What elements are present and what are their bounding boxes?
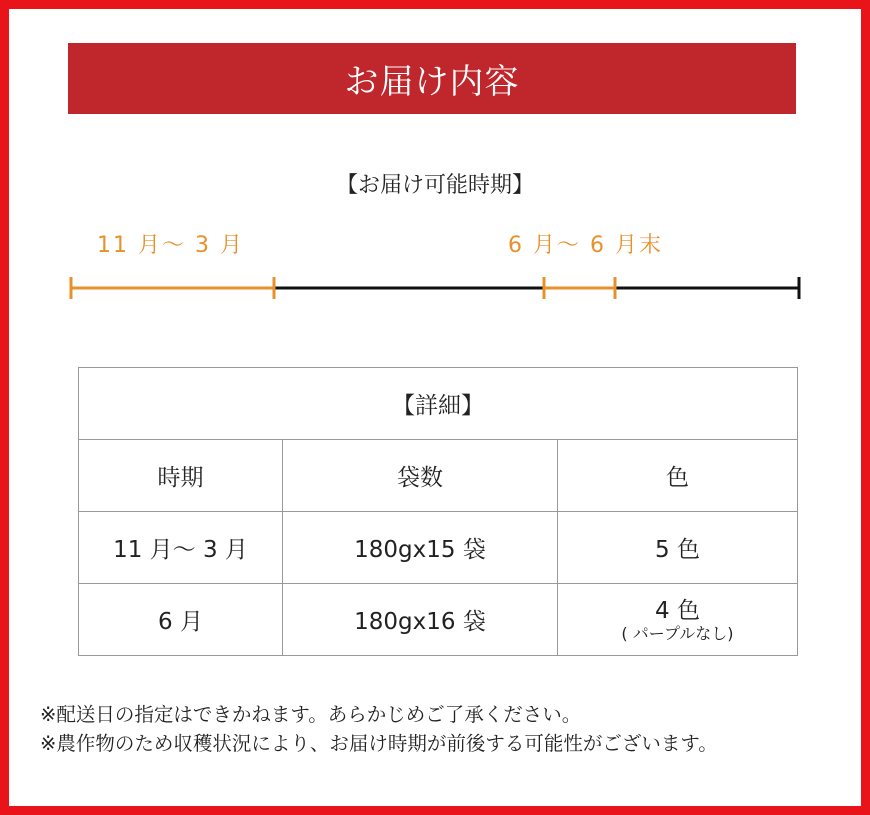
note-line: ※農作物のため収穫状況により、お届け時期が前後する可能性がございます。 [40, 732, 718, 755]
row-color-cell [558, 584, 798, 656]
banner-title: お届け内容 [344, 62, 520, 102]
row-color-note: ( パープルなし) [621, 623, 734, 643]
row-color: 4 色 [655, 597, 700, 624]
timeline-label-winter: 11 月～ 3 月 [97, 233, 244, 258]
header-period: 時期 [79, 440, 283, 512]
row-color: 5 色 [558, 512, 798, 584]
notes [40, 700, 718, 758]
row-bags: 180gx15 袋 [283, 512, 558, 584]
header-banner [68, 43, 796, 114]
detail-table [78, 367, 798, 656]
row-period: 6 月 [79, 584, 283, 656]
row-bags: 180gx16 袋 [283, 584, 558, 656]
delivery-period-title: 【お届け可能時期】 [335, 173, 534, 198]
detail-title: 【詳細】 [79, 368, 798, 440]
header-color: 色 [558, 440, 798, 512]
table-row [79, 584, 798, 656]
note-line: ※配送日の指定はできかねます。あらかじめご了承ください。 [40, 703, 582, 726]
detail-title-row [79, 368, 798, 440]
delivery-timeline [60, 270, 810, 310]
timeline-label-june: 6 月～ 6 月末 [508, 233, 663, 258]
header-bags: 袋数 [283, 440, 558, 512]
table-row [79, 512, 798, 584]
detail-header-row [79, 440, 798, 512]
row-period: 11 月～ 3 月 [79, 512, 283, 584]
